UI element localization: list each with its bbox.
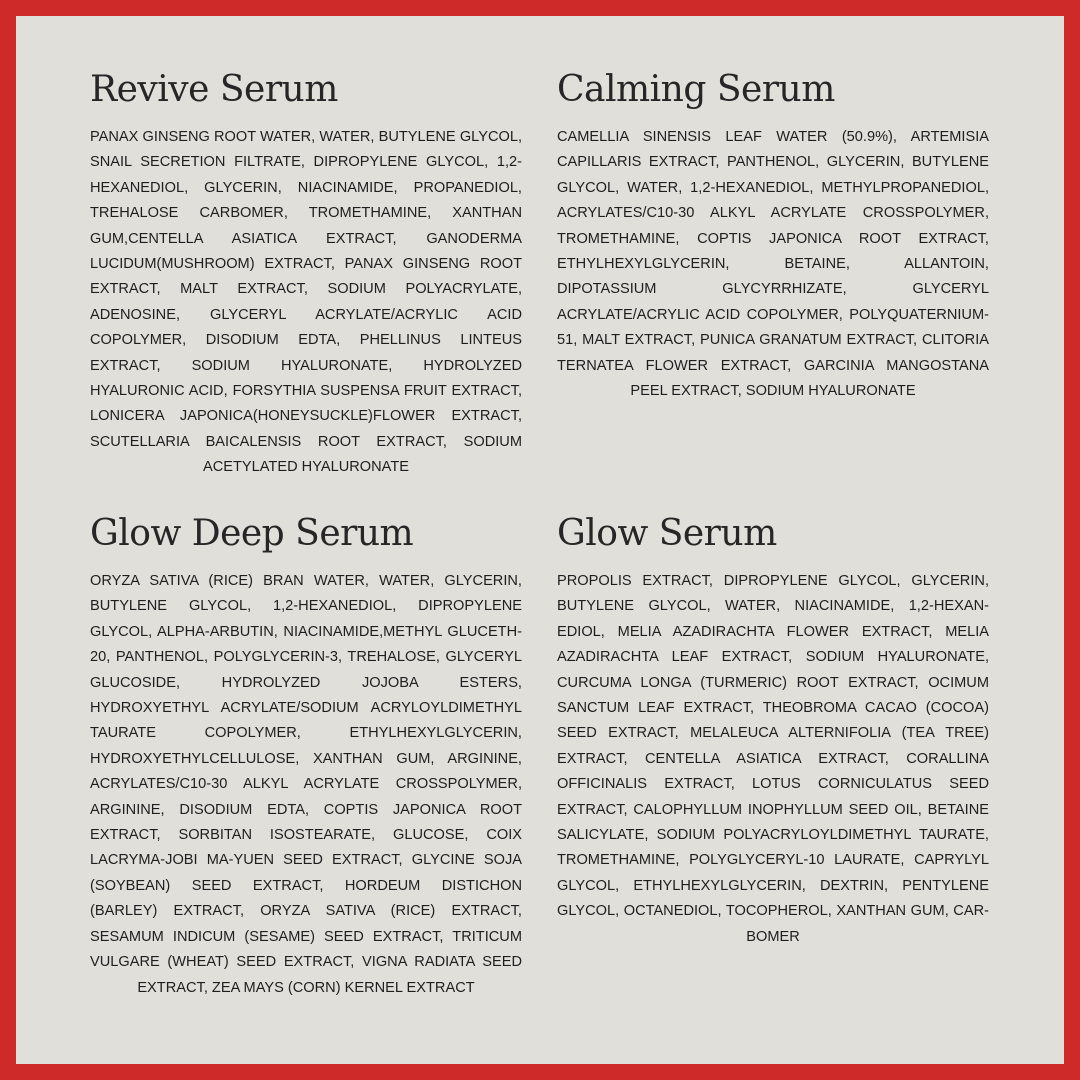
- product-block-glow-deep-serum: [90, 512, 522, 1001]
- product-title: Revive Serum: [90, 69, 338, 110]
- product-block-calming-serum: [557, 68, 989, 404]
- product-block-glow-serum: [557, 512, 989, 950]
- ingredients-list: PANAX GINSENG ROOT WATER, WATER, BUTYLENE GLYCOL, SNAIL SECRETION FILTRATE, DIPROPYLENE GLYCOL, 1,2-HEXANEDIOL, GLYCERIN, NIACINAMIDE, PROPANEDIOL, TREHALOSE CARBOMER, TROMETHAMINE, XANTHAN GUM,CENTELLA ASIATICA EXTRACT, GANODERMA LUCIDUM(MUSHROOM) EXTRACT, PANAX GINSENG ROOT EXTRACT, MALT EXTRACT, SODIUM POLYACRYLATE, ADENOSINE, GLYCERYL ACRYLATE/ACRYLIC ACID COPOLYMER, DISODIUM EDTA, PHELLINUS LINTEUS EXTRACT, SODIUM HYALURONATE, HYDROLYZED HYALURONIC ACID, FORSYTHIA SUSPENSA FRUIT EXTRACT, LONICERA JAPONICA(HONEYSUCKLE)FLOWER EXTRACT, SCUTELLARIA BAICALENSIS ROOT EXTRACT, SODIUM ACETYLATED HYALURONATE: [90, 129, 522, 476]
- ingredients-panel: [16, 16, 1064, 1064]
- product-block-revive-serum: [90, 68, 522, 481]
- product-title: Glow Deep Serum: [90, 513, 414, 554]
- product-title: Calming Serum: [557, 69, 835, 110]
- ingredients-list: PROPOLIS EXTRACT, DIPROPYLENE GLYCOL, GLYCERIN, BUTYLENE GLYCOL, WATER, NIACINAMIDE, 1,2-HEXANEDIOL, MELIA AZADIRACHTA FLOWER EXTRACT, MELIA AZADIRACHTA LEAF EXTRACT, SODIUM HYALURONATE, CURCUMA LONGA (TURMERIC) ROOT EXTRACT, OCIMUM SANCTUM LEAF EXTRACT, THEOBROMA CACAO (COCOA) SEED EXTRACT, MELALEUCA ALTERNIFOLIA (TEA TREE) EXTRACT, CENTELLA ASIATICA EXTRACT, CORALLINA OFFICINALIS EXTRACT, LOTUS CORNICULATUS SEED EXTRACT, CALOPHYLLUM INOPHYLLUM SEED OIL, BETAINE SALICYLATE, SODIUM POLYACRYLOYLDIMETHYL TAURATE, TROMETHAMINE, POLYGLYCERYL-10 LAURATE, CAPRYLYL GLYCOL, ETHYLHEXYLGLYCERIN, DEXTRIN, PENTYLENE GLYCOL, OCTANEDIOL, TOCOPHEROL, XANTHAN GUM, CARBOMER: [557, 573, 989, 945]
- ingredients-list: CAMELLIA SINENSIS LEAF WATER (50.9%), ARTEMISIA CAPILLARIS EXTRACT, PANTHENOL, GLYCERIN, BUTYLENE GLYCOL, WATER, 1,2-HEXANEDIOL, METHYLPROPANEDIOL, ACRYLATES/C10-30 ALKYL ACRYLATE CROSSPOLYMER, TROMETHAMINE, COPTIS JAPONICA ROOT EXTRACT, ETHYLHEXYLGLYCERIN, BETAINE, ALLANTOIN, DIPOTASSIUM GLYCYRRHIZATE, GLYCERYL ACRYLATE/ACRYLIC ACID COPOLYMER, POLYQUATERNIUM-51, MALT EXTRACT, PUNICA GRANATUM EXTRACT, CLITORIA TERNATEA FLOWER EXTRACT, GARCINIA MANGOSTANA PEEL EXTRACT, SODIUM HYALURONATE: [557, 129, 989, 400]
- ingredients-list: ORYZA SATIVA (RICE) BRAN WATER, WATER, GLYCERIN, BUTYLENE GLYCOL, 1,2-HEXANEDIOL, DIPROPYLENE GLYCOL, ALPHA-ARBUTIN, NIACINAMIDE,METHYL GLUCETH-20, PANTHENOL, POLYGLYCERIN-3, TREHALOSE, GLYCERYL GLUCOSIDE, HYDROLYZED JOJOBA ESTERS, HYDROXYETHYL ACRYLATE/SODIUM ACRYLOYLDIMETHYL TAURATE COPOLYMER, ETHYLHEXYLGLYCERIN, HYDROXYETHYLCELLULOSE, XANTHAN GUM, ARGININE, ACRYLATES/C10-30 ALKYL ACRYLATE CROSSPOLYMER, ARGININE, DISODIUM EDTA, COPTIS JAPONICA ROOT EXTRACT, SORBITAN ISOSTEARATE, GLUCOSE, COIX LACRYMA-JOBI MA-YUEN SEED EXTRACT, GLYCINE SOJA (SOYBEAN) SEED EXTRACT, HORDEUM DISTICHON (BARLEY) EXTRACT, ORYZA SATIVA (RICE) EXTRACT, SESAMUM INDICUM (SESAME) SEED EXTRACT, TRITICUM VULGARE (WHEAT) SEED EXTRACT, VIGNA RADIATA SEED EXTRACT, ZEA MAYS (CORN) KERNEL EXTRACT: [90, 573, 522, 996]
- product-title: Glow Serum: [557, 513, 777, 554]
